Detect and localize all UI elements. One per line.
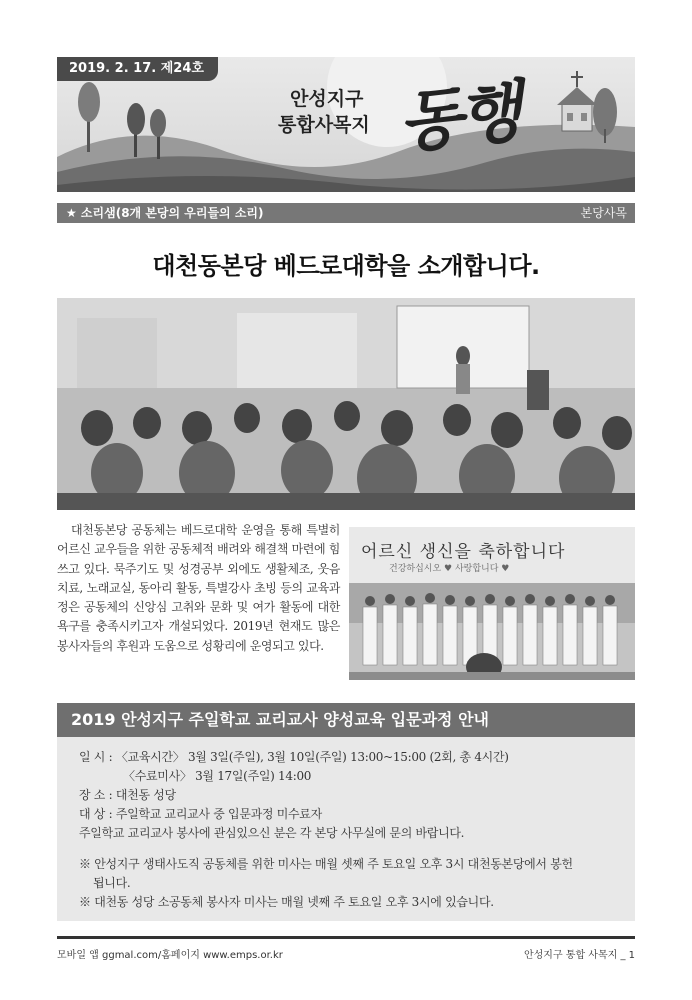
article-headline: 대천동본당 베드로대학을 소개합니다. — [152, 252, 540, 280]
lecture-hall-photo — [57, 298, 635, 510]
notice-line-mass: 〈수료미사〉 3월 17일(주일) 14:00 — [123, 769, 312, 783]
photo-banner-text: 어르신 생신을 축하합니다 — [361, 542, 566, 562]
footer-page-number: 안성지구 통합 사목지 _ 1 — [523, 950, 635, 961]
article-body: 대천동본당 공동체는 베드로대학 운영을 통해 특별히 어르신 교우들을 위한 공동체적 배려와 해결책 마련에 힘쓰고 있다. 묵주기도 및 성경공부 외에도 생활체조, 웃음치료, 노래교실, 동아리 활동, 특별강사 초빙 등의 교육과정은 공동체의 신앙심 고취와 문화 및 여가 활동에 대한 욕구를 충족시키고자 개설되었다. 2019년 현재도 많은 봉사자들의 후원과 도움으로 성황리에 운영되고 있다. — [57, 523, 340, 653]
notice-line-note2: ※ 대천동 성당 소공동체 봉사자 미사는 매월 넷째 주 토요일 오후 3시에 있습니다. — [79, 895, 494, 909]
notice-line-note1-cont: 됩니다. — [93, 876, 131, 890]
footer-website: 모바일 앱 ggmal.com/홈페이지 www.emps.or.kr — [57, 950, 283, 961]
section-category: 본당사목 — [580, 206, 627, 220]
notice-line-target: 대 상 : 주일학교 교리교사 중 입문과정 미수료자 — [79, 807, 322, 821]
notice-line-place: 장 소 : 대천동 성당 — [79, 788, 176, 802]
photo-banner-subtext: 건강하십시오 ♥ 사랑합니다 ♥ — [389, 564, 510, 574]
footer-rule — [57, 936, 635, 939]
newsletter-title: 동행 — [394, 71, 522, 163]
notice-line-contact: 주일학교 교리교사 봉사에 관심있으신 분은 각 본당 사무실에 문의 바랍니다. — [79, 826, 465, 840]
notice-title-bar — [57, 703, 635, 737]
notice-line-note1: ※ 안성지구 생태사도직 공동체를 위한 미사는 매월 셋째 주 토요일 오후 3시 대천동본당에서 봉헌 — [79, 857, 573, 871]
issue-date-tag: 2019. 2. 17. 제24호 — [57, 57, 218, 81]
org-name-line1: 안성지구 — [290, 88, 364, 110]
org-name-line2: 통합사목지 — [278, 114, 370, 136]
notice-line-date: 일 시 : 〈교육시간〉 3월 3일(주일), 3월 10일(주일) 13:00~15:00 (2회, 총 4시간) — [79, 750, 509, 764]
notice-title: 2019 안성지구 주일학교 교리교사 양성교육 입문과정 안내 — [71, 710, 489, 729]
section-bar — [57, 203, 635, 223]
notice-body — [57, 737, 635, 921]
section-label: ★ 소리샘(8개 본당의 우리들의 소리) — [66, 206, 264, 220]
choir-photo — [349, 527, 635, 680]
